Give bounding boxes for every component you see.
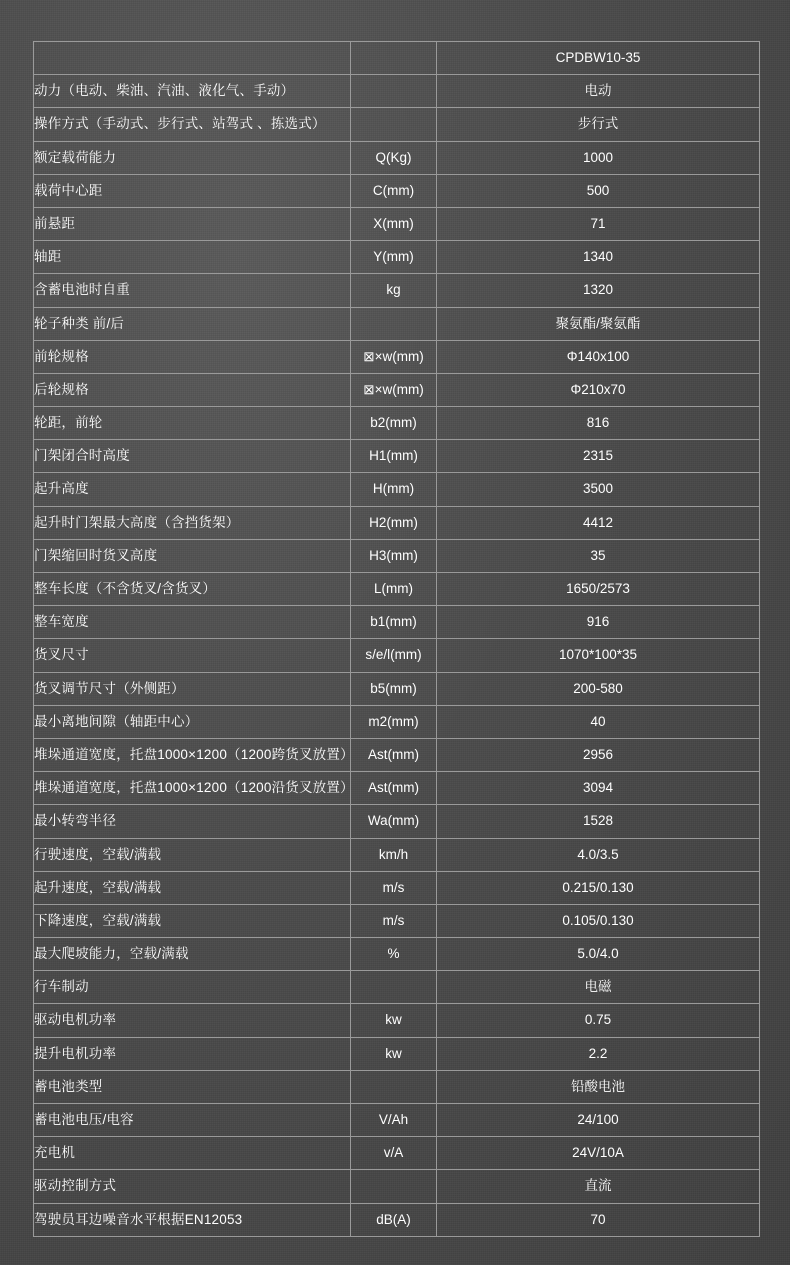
spec-unit: km/h [351,838,437,871]
header-blank-label [34,42,351,75]
spec-label: 最大爬坡能力，空载/满载 [34,938,351,971]
spec-table-body [34,42,760,1237]
spec-label: 堆垛通道宽度，托盘1000×1200（1200沿货叉放置） [34,772,351,805]
table-row [34,838,760,871]
spec-unit [351,971,437,1004]
table-row [34,373,760,406]
spec-value: 直流 [437,1170,760,1203]
spec-unit: m2(mm) [351,705,437,738]
spec-label: 额定载荷能力 [34,141,351,174]
spec-unit: H1(mm) [351,440,437,473]
spec-label: 前悬距 [34,207,351,240]
table-row [34,506,760,539]
table-row [34,141,760,174]
spec-label: 后轮规格 [34,373,351,406]
spec-label: 驱动电机功率 [34,1004,351,1037]
spec-label: 起升速度，空载/满载 [34,871,351,904]
spec-value: Φ140x100 [437,340,760,373]
table-row [34,473,760,506]
spec-unit: kw [351,1004,437,1037]
spec-unit: v/A [351,1137,437,1170]
spec-value: 24V/10A [437,1137,760,1170]
spec-label: 最小转弯半径 [34,805,351,838]
spec-unit: b1(mm) [351,606,437,639]
table-row [34,307,760,340]
table-row [34,871,760,904]
spec-label: 前轮规格 [34,340,351,373]
table-row [34,639,760,672]
spec-label: 蓄电池类型 [34,1070,351,1103]
spec-label: 驱动控制方式 [34,1170,351,1203]
spec-value: 步行式 [437,108,760,141]
table-row [34,340,760,373]
spec-label: 整车宽度 [34,606,351,639]
table-row [34,705,760,738]
table-row [34,606,760,639]
table-row [34,805,760,838]
spec-unit: V/Ah [351,1104,437,1137]
table-row [34,672,760,705]
spec-value: 4.0/3.5 [437,838,760,871]
spec-unit: m/s [351,904,437,937]
spec-unit: b5(mm) [351,672,437,705]
table-row [34,274,760,307]
spec-value: 0.75 [437,1004,760,1037]
spec-unit: ⊠×w(mm) [351,340,437,373]
spec-unit: Wa(mm) [351,805,437,838]
spec-unit: H3(mm) [351,539,437,572]
table-row [34,1004,760,1037]
model-name: CPDBW10-35 [437,42,760,75]
spec-unit [351,1170,437,1203]
spec-unit [351,307,437,340]
spec-value: 35 [437,539,760,572]
spec-label: 操作方式（手动式、步行式、站驾式 、拣选式） [34,108,351,141]
spec-label: 整车长度（不含货叉/含货叉） [34,573,351,606]
spec-value: 0.105/0.130 [437,904,760,937]
spec-value: 71 [437,207,760,240]
spec-value: 500 [437,174,760,207]
spec-label: 轮距，前轮 [34,407,351,440]
spec-label: 起升高度 [34,473,351,506]
table-row [34,1037,760,1070]
spec-unit: kg [351,274,437,307]
spec-value: 2956 [437,738,760,771]
table-row [34,1104,760,1137]
spec-unit [351,1070,437,1103]
spec-value: 3094 [437,772,760,805]
spec-unit: Ast(mm) [351,738,437,771]
table-row [34,241,760,274]
header-blank-unit [351,42,437,75]
spec-value: 1320 [437,274,760,307]
spec-unit: Y(mm) [351,241,437,274]
table-row [34,1170,760,1203]
spec-value: 5.0/4.0 [437,938,760,971]
spec-value: 2315 [437,440,760,473]
spec-label: 起升时门架最大高度（含挡货架） [34,506,351,539]
spec-value: 40 [437,705,760,738]
table-row [34,407,760,440]
spec-value: 1528 [437,805,760,838]
spec-label: 提升电机功率 [34,1037,351,1070]
spec-label: 货叉尺寸 [34,639,351,672]
table-row [34,75,760,108]
table-row [34,1137,760,1170]
table-row [34,1070,760,1103]
spec-value: 1340 [437,241,760,274]
spec-unit: m/s [351,871,437,904]
spec-value: 916 [437,606,760,639]
spec-label: 下降速度，空载/满载 [34,904,351,937]
spec-label: 含蓄电池时自重 [34,274,351,307]
spec-value: 0.215/0.130 [437,871,760,904]
spec-unit [351,108,437,141]
table-row [34,108,760,141]
spec-value: 电动 [437,75,760,108]
table-row [34,938,760,971]
spec-label: 门架闭合时高度 [34,440,351,473]
table-row [34,904,760,937]
spec-value: 聚氨酯/聚氨酯 [437,307,760,340]
spec-value: 2.2 [437,1037,760,1070]
spec-label: 蓄电池电压/电容 [34,1104,351,1137]
spec-unit: L(mm) [351,573,437,606]
spec-label: 载荷中心距 [34,174,351,207]
spec-label: 最小离地间隙（轴距中心） [34,705,351,738]
spec-value: 816 [437,407,760,440]
spec-value: 3500 [437,473,760,506]
spec-label: 行驶速度，空载/满载 [34,838,351,871]
spec-value: 铅酸电池 [437,1070,760,1103]
spec-table-container [33,41,757,1237]
spec-unit: Q(Kg) [351,141,437,174]
table-header-row [34,42,760,75]
spec-value: 1070*100*35 [437,639,760,672]
table-row [34,738,760,771]
spec-unit: C(mm) [351,174,437,207]
table-row [34,440,760,473]
spec-unit: % [351,938,437,971]
table-row [34,1203,760,1236]
spec-label: 动力（电动、柴油、汽油、液化气、手动） [34,75,351,108]
spec-unit: ⊠×w(mm) [351,373,437,406]
spec-label: 轮子种类 前/后 [34,307,351,340]
table-row [34,971,760,1004]
table-row [34,207,760,240]
spec-unit: kw [351,1037,437,1070]
table-row [34,772,760,805]
spec-value: Φ210x70 [437,373,760,406]
spec-label: 行车制动 [34,971,351,1004]
spec-label: 堆垛通道宽度，托盘1000×1200（1200跨货叉放置） [34,738,351,771]
spec-unit: Ast(mm) [351,772,437,805]
spec-label: 货叉调节尺寸（外侧距） [34,672,351,705]
table-row [34,174,760,207]
spec-label: 轴距 [34,241,351,274]
specification-table [33,41,760,1237]
spec-value: 200-580 [437,672,760,705]
spec-unit: s/e/l(mm) [351,639,437,672]
spec-label: 门架缩回时货叉高度 [34,539,351,572]
spec-label: 驾驶员耳边噪音水平根据EN12053 [34,1203,351,1236]
spec-unit: dB(A) [351,1203,437,1236]
spec-label: 充电机 [34,1137,351,1170]
spec-unit: H(mm) [351,473,437,506]
spec-value: 24/100 [437,1104,760,1137]
spec-unit [351,75,437,108]
spec-value: 4412 [437,506,760,539]
spec-value: 电磁 [437,971,760,1004]
spec-unit: b2(mm) [351,407,437,440]
spec-value: 1650/2573 [437,573,760,606]
spec-unit: H2(mm) [351,506,437,539]
spec-value: 1000 [437,141,760,174]
spec-value: 70 [437,1203,760,1236]
table-row [34,573,760,606]
spec-unit: X(mm) [351,207,437,240]
table-row [34,539,760,572]
